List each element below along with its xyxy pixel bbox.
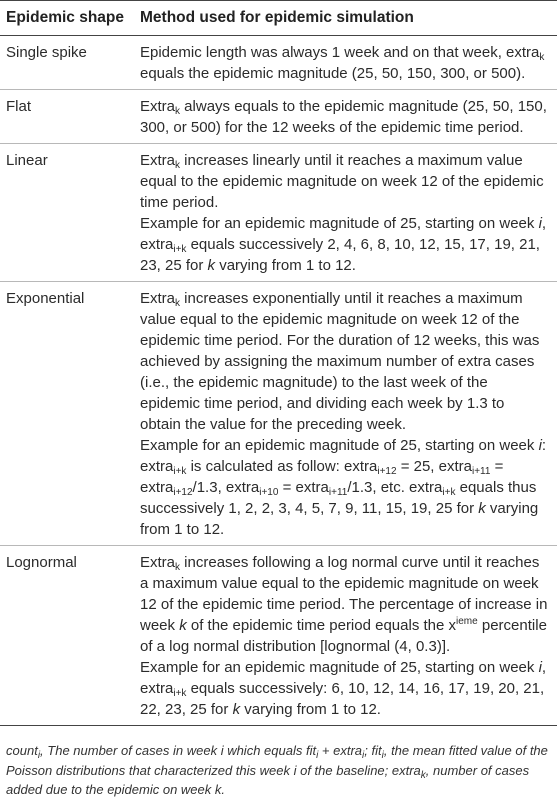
method-paragraph: Extra$_k$ always equals to the epidemic magnitude (25, 50, 150, 300, or 500) for the 12 weeks of the epidemic time period.	[140, 98, 547, 136]
header-epidemic-shape: Epidemic shape	[6, 9, 125, 26]
shape-cell: Lognormal	[6, 554, 77, 571]
method-paragraph: Example for an epidemic magnitude of 25, starting on week i, extra$_{i+k}$ equals successively 2, 4, 6, 8, 10, 12, 15, 17, 19, 21, 23, 25 for k varying from 1 to 12.	[140, 215, 547, 274]
method-paragraph: Extra$_k$ increases following a log normal curve until it reaches a maximum value equal to the epidemic magnitude on week 12 of the epidemic time period. The percentage of increase in week k of the epidemic time period equals the $x^{ieme}$ percentile of a log normal distribution [lognormal (4, 0.3)].	[140, 554, 548, 655]
method-cell	[136, 144, 557, 282]
method-paragraph: Extra$_k$ increases exponentially until it reaches a maximum value equal to the epidemic magnitude on week 12 of the epidemic time period. For the duration of 12 weeks, this was achieved by assigning the maximum number of extra cases (i.e., the epidemic magnitude) to the last week of the epidemic time period, and dividing each week by 1.3 to obtain the value for the preceding week.	[140, 290, 540, 433]
table-row	[0, 36, 557, 90]
table-row	[0, 546, 557, 726]
method-paragraph: Epidemic length was always 1 week and on that week, extra$_k$ equals the epidemic magnitude (25, 50, 150, 300, or 500).	[140, 44, 545, 82]
method-cell	[136, 282, 557, 546]
method-cell	[136, 90, 557, 144]
method-paragraph: Example for an epidemic magnitude of 25, starting on week i: extra$_{i+k}$ is calculated as follow: extra$_{i+12}$ = 25, extra$_{i+11}$ = extra$_{i+12}$/1.3, extra$_{i+10}$ = extra$_{i+11}$/1.3, etc. extra$_{i+k}$ equals thus successively 1, 2, 2, 3, 4, 5, 7, 9, 11, 15, 19, 25 for k varying from 1 to 12.	[140, 437, 547, 538]
header-method: Method used for epidemic simulation	[140, 9, 414, 26]
shape-cell: Linear	[6, 152, 48, 169]
header-row	[0, 1, 557, 36]
method-cell	[136, 36, 557, 90]
table-row	[0, 90, 557, 144]
shape-cell: Exponential	[6, 290, 85, 307]
table-footnote: count$_i$, The number of cases in week i which equals fit$_i$ + extra$_i$; fit$_i$, the mean fitted value of the Poisson distributions that characterized this week i of the baseline; extra$_k$, number of cases added due to the epidemic on week k.	[6, 743, 548, 797]
method-paragraph: Example for an epidemic magnitude of 25, starting on week i, extra$_{i+k}$ equals successively: 6, 10, 12, 14, 16, 17, 19, 20, 21, 22, 23, 25 for k varying from 1 to 12.	[140, 659, 547, 718]
method-cell	[136, 546, 557, 726]
table-row	[0, 282, 557, 546]
shape-cell: Flat	[6, 98, 32, 115]
shape-cell: Single spike	[6, 44, 87, 61]
table-body	[0, 36, 557, 726]
method-paragraph: Extra$_k$ increases linearly until it reaches a maximum value equal to the epidemic magnitude on week 12 of the epidemic time period.	[140, 152, 544, 211]
table-row	[0, 144, 557, 282]
table-header	[0, 1, 557, 36]
